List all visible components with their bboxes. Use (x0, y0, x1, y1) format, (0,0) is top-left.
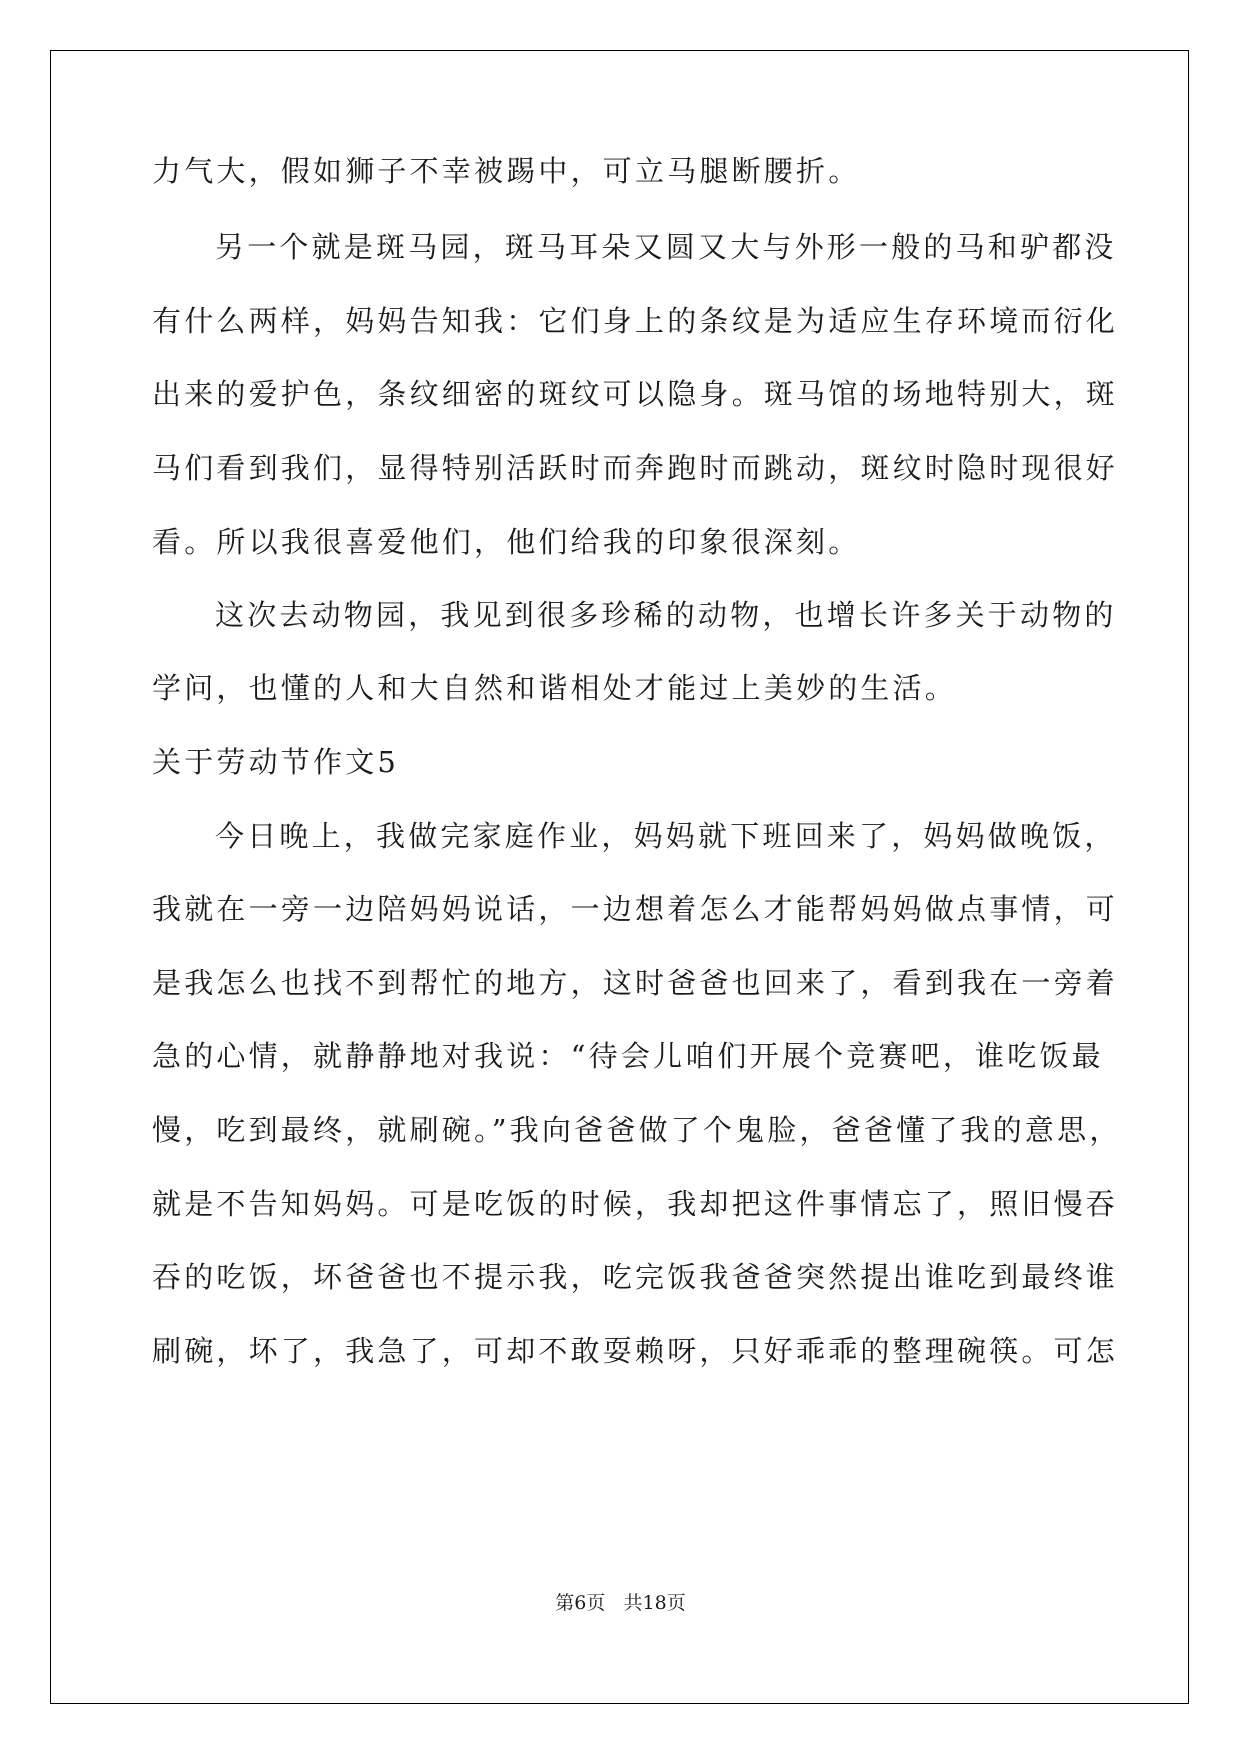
page-border (50, 50, 1189, 1704)
body-text-line: 出来的爱护色，条纹细密的斑纹可以隐身。斑马馆的场地特别大，斑 (152, 377, 1119, 411)
page-footer (0, 1590, 1241, 1616)
body-text-line: 慢，吃到最终，就刷碗。”我向爸爸做了个鬼脸，爸爸懂了我的意思， (152, 1113, 1122, 1147)
body-text-line: 看。所以我很喜爱他们，他们给我的印象很深刻。 (152, 525, 861, 559)
paragraph-first-line: 今日晚上，我做完家庭作业，妈妈就下班回来了，妈妈做晚饭， (215, 819, 1117, 853)
body-text-line: 吞的吃饭，坏爸爸也不提示我，吃完饭我爸爸突然提出谁吃到最终谁 (152, 1260, 1119, 1294)
body-text-line: 急的心情，就静静地对我说：“待会儿咱们开展个竞赛吧，谁吃饭最 (152, 1039, 1104, 1073)
body-text-line: 有什么两样，妈妈告知我：它们身上的条纹是为适应生存环境而衍化 (152, 304, 1119, 338)
section-heading: 关于劳动节作文5 (152, 745, 400, 779)
page-total: 共18页 (623, 1592, 686, 1614)
body-text-line: 力气大，假如狮子不幸被踢中，可立马腿断腰折。 (152, 154, 861, 188)
body-text-line: 马们看到我们，显得特别活跃时而奔跑时而跳动，斑纹时隐时现很好 (152, 451, 1119, 485)
page-number: 第6页 (555, 1592, 606, 1614)
paragraph-first-line: 另一个就是斑马园，斑马耳朵又圆又大与外形一般的马和驴都没 (215, 230, 1117, 264)
body-text-line: 是我怎么也找不到帮忙的地方，这时爸爸也回来了，看到我在一旁着 (152, 966, 1119, 1000)
paragraph-first-line: 这次去动物园，我见到很多珍稀的动物，也增长许多关于动物的 (215, 598, 1117, 632)
body-text-line: 刷碗，坏了，我急了，可却不敢耍赖呀，只好乖乖的整理碗筷。可怎 (152, 1334, 1119, 1368)
body-text-line: 我就在一旁一边陪妈妈说话，一边想着怎么才能帮妈妈做点事情，可 (152, 892, 1119, 926)
body-text-line: 就是不告知妈妈。可是吃饭的时候，我却把这件事情忘了，照旧慢吞 (152, 1187, 1119, 1221)
body-text-line: 学问，也懂的人和大自然和谐相处才能过上美妙的生活。 (152, 671, 958, 705)
